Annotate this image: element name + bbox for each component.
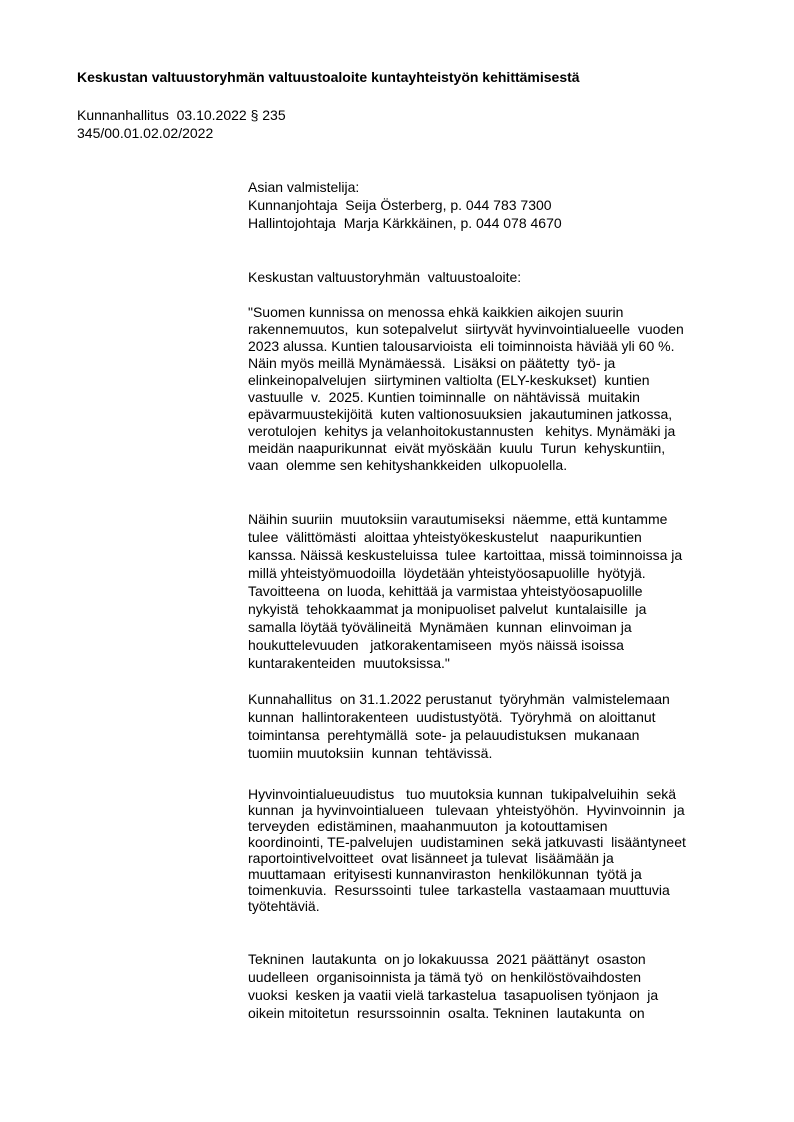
paragraph-initiative-quote-1 bbox=[248, 304, 684, 474]
paragraph-line: meidän naapurikunnat eivät myöskään kuulu Turun kehyskuntiin, bbox=[248, 440, 666, 456]
paragraph-line: Keskustan valtuustoryhmän valtuustoaloite: bbox=[248, 269, 522, 285]
paragraph-line: toimenkuvia. Resurssointi tulee tarkastella vastaamaan muuttuvia bbox=[248, 882, 670, 898]
paragraph-line: rakennemuutos, kun sotepalvelut siirtyvät hyvinvointialueelle vuoden bbox=[248, 321, 684, 337]
record-number: 345/00.01.02.02/2022 bbox=[77, 125, 214, 141]
paragraph-line: kuntarakenteiden muutoksissa." bbox=[248, 655, 450, 671]
paragraph-line: kunnan hallintorakenteen uudistustyötä. Työryhmä on aloittanut bbox=[248, 709, 656, 725]
paragraph-line: millä yhteistyömuodoilla löydetään yhteistyöosapuolille hyötyjä. bbox=[248, 565, 646, 581]
paragraph-line: houkuttelevuuden jatkorakentamiseen myös näissä isoissa bbox=[248, 637, 624, 653]
paragraph-line: epävarmuustekijöitä kuten valtionosuuksien jakautuminen jatkossa, bbox=[248, 406, 673, 422]
paragraph-line: Tekninen lautakunta on jo lokakuussa 2021 päättänyt osaston bbox=[248, 951, 646, 967]
paragraph-line: kanssa. Näissä keskusteluissa tulee kartoittaa, missä toiminnoissa ja bbox=[248, 547, 683, 563]
preparers-label: Asian valmistelija: bbox=[248, 179, 360, 195]
preparers-block bbox=[248, 178, 562, 232]
paragraph-line: vaan olemme sen kehityshankkeiden ulkopuolella. bbox=[248, 457, 568, 473]
preparer-1: Kunnanjohtaja Seija Österberg, p. 044 783 7300 bbox=[248, 197, 552, 213]
paragraph-line: 2023 alussa. Kuntien talousarvioista eli toiminnoista häviää yli 60 %. bbox=[248, 338, 675, 354]
paragraph-technical-board bbox=[248, 950, 658, 1022]
paragraph-line: verotulojen kehitys ja velanhoitokustannusten kehitys. Mynämäki ja bbox=[248, 423, 676, 439]
preparer-2: Hallintojohtaja Marja Kärkkäinen, p. 044 078 4670 bbox=[248, 215, 562, 231]
paragraph-line: työtehtäviä. bbox=[248, 898, 320, 914]
paragraph-line: terveyden edistäminen, maahanmuuton ja kotouttamisen bbox=[248, 818, 608, 834]
paragraph-line: Näin myös meillä Mynämäessä. Lisäksi on päätetty työ- ja bbox=[248, 355, 616, 371]
paragraph-line: Kunnahallitus on 31.1.2022 perustanut työryhmän valmistelemaan bbox=[248, 691, 670, 707]
paragraph-line: uudelleen organisoinnista ja tämä työ on henkilöstövaihdosten bbox=[248, 969, 642, 985]
document-title: Keskustan valtuustoryhmän valtuustoaloite kuntayhteistyön kehittämisestä bbox=[77, 69, 580, 85]
paragraph-line: samalla löytää työvälineitä Mynämäen kunnan elinvoiman ja bbox=[248, 619, 632, 635]
paragraph-line: vastuulle v. 2025. Kuntien toiminnalle on nähtävissä muitakin bbox=[248, 389, 640, 405]
meeting-info bbox=[77, 106, 286, 142]
paragraph-line: toimintansa perehtymällä sote- ja pelauudistuksen mukanaan bbox=[248, 727, 640, 743]
paragraph-line: muuttamaan erityisesti kunnanviraston henkilökunnan työtä ja bbox=[248, 866, 642, 882]
paragraph-line: koordinointi, TE-palvelujen uudistaminen sekä jatkuvasti lisääntyneet bbox=[248, 834, 686, 850]
paragraph-working-group bbox=[248, 690, 670, 762]
paragraph-line: oikein mitoitetun resurssoinnin osalta. Tekninen lautakunta on bbox=[248, 1005, 645, 1021]
paragraph-initiative-quote-2 bbox=[248, 510, 682, 672]
paragraph-line: "Suomen kunnissa on menossa ehkä kaikkien aikojen suurin bbox=[248, 304, 624, 320]
paragraph-line: elinkeinopalvelujen siirtyminen valtiolta (ELY-keskukset) kuntien bbox=[248, 372, 650, 388]
paragraph-line: Näihin suuriin muutoksiin varautumiseksi näemme, että kuntamme bbox=[248, 511, 668, 527]
meeting-reference: Kunnanhallitus 03.10.2022 § 235 bbox=[77, 107, 286, 123]
paragraph-line: tulee välittömästi aloittaa yhteistyökeskustelut naapurikuntien bbox=[248, 529, 642, 545]
paragraph-line: kunnan ja hyvinvointialueen tulevaan yhteistyöhön. Hyvinvoinnin ja bbox=[248, 802, 685, 818]
paragraph-line: Tavoitteena on luoda, kehittää ja varmistaa yhteistyöosapuolille bbox=[248, 583, 643, 599]
paragraph-line: vuoksi kesken ja vaatii vielä tarkastelua tasapuolisen työnjaon ja bbox=[248, 987, 659, 1003]
paragraph-line: raportointivelvoitteet ovat lisänneet ja tulevat lisäämään ja bbox=[248, 850, 614, 866]
paragraph-line: Hyvinvointialueuudistus tuo muutoksia kunnan tukipalveluihin sekä bbox=[248, 786, 677, 802]
paragraph-intro bbox=[248, 268, 521, 286]
paragraph-welfare-reform bbox=[248, 786, 686, 914]
paragraph-line: tuomiin muutoksiin kunnan tehtävissä. bbox=[248, 745, 493, 761]
paragraph-line: nykyistä tehokkaammat ja monipuoliset palvelut kuntalaisille ja bbox=[248, 601, 647, 617]
